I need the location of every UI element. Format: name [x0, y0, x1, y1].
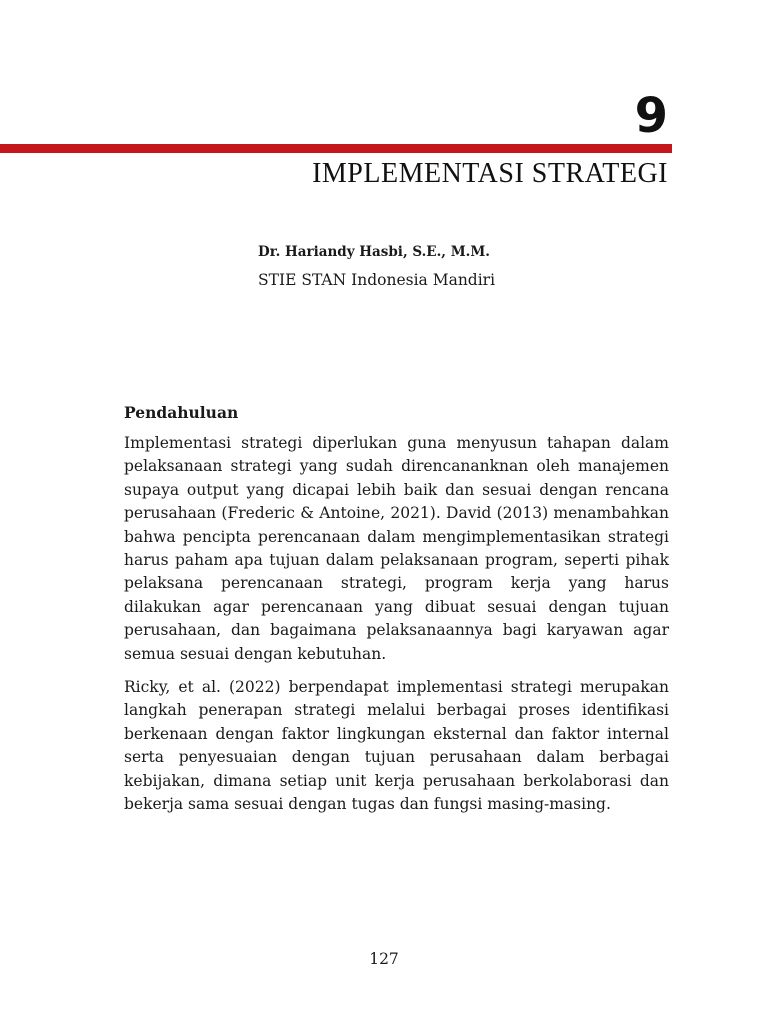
body-paragraph: Implementasi strategi diperlukan guna menyusun tahapan dalam pelaksanaan strategi yang sudah direncananknan oleh manajemen supaya output yang dicapai lebih baik dan sesuai dengan rencana perusahaan (Frederic & Antoine, 2021). David (2013) menambahkan bahwa pencipta perencanaan dalam mengimplementasikan strategi harus paham apa tujuan dalam pelaksanaan program, seperti pihak pelaksana perencanaan strategi, program kerja yang harus dilakukan agar perencanaan yang dibuat sesuai dengan tujuan perusahaan, dan bagaimana pelaksanaannya bagi karyawan agar semua sesuai dengan kebutuhan. [124, 434, 669, 663]
chapter-title: IMPLEMENTASI STRATEGI [312, 158, 668, 189]
author-name: Dr. Hariandy Hasbi, S.E., M.M. [258, 244, 490, 260]
body-paragraph: Ricky, et al. (2022) berpendapat implementasi strategi merupakan langkah penerapan strategi melalui berbagai proses identifikasi berkenaan dengan faktor lingkungan eksternal dan faktor internal serta penyesuaian dengan tujuan perusahaan dalam berbagai kebijakan, dimana setiap unit kerja perusahaan berkolaborasi dan bekerja sama sesuai dengan tugas dan fungsi masing-masing. [124, 678, 669, 814]
chapter-divider-rule [0, 144, 672, 153]
page-number: 127 [369, 950, 399, 968]
chapter-body [124, 402, 669, 827]
author-affiliation: STIE STAN Indonesia Mandiri [258, 271, 496, 289]
chapter-number: 9 [634, 88, 668, 144]
section-heading: Pendahuluan [124, 403, 239, 422]
